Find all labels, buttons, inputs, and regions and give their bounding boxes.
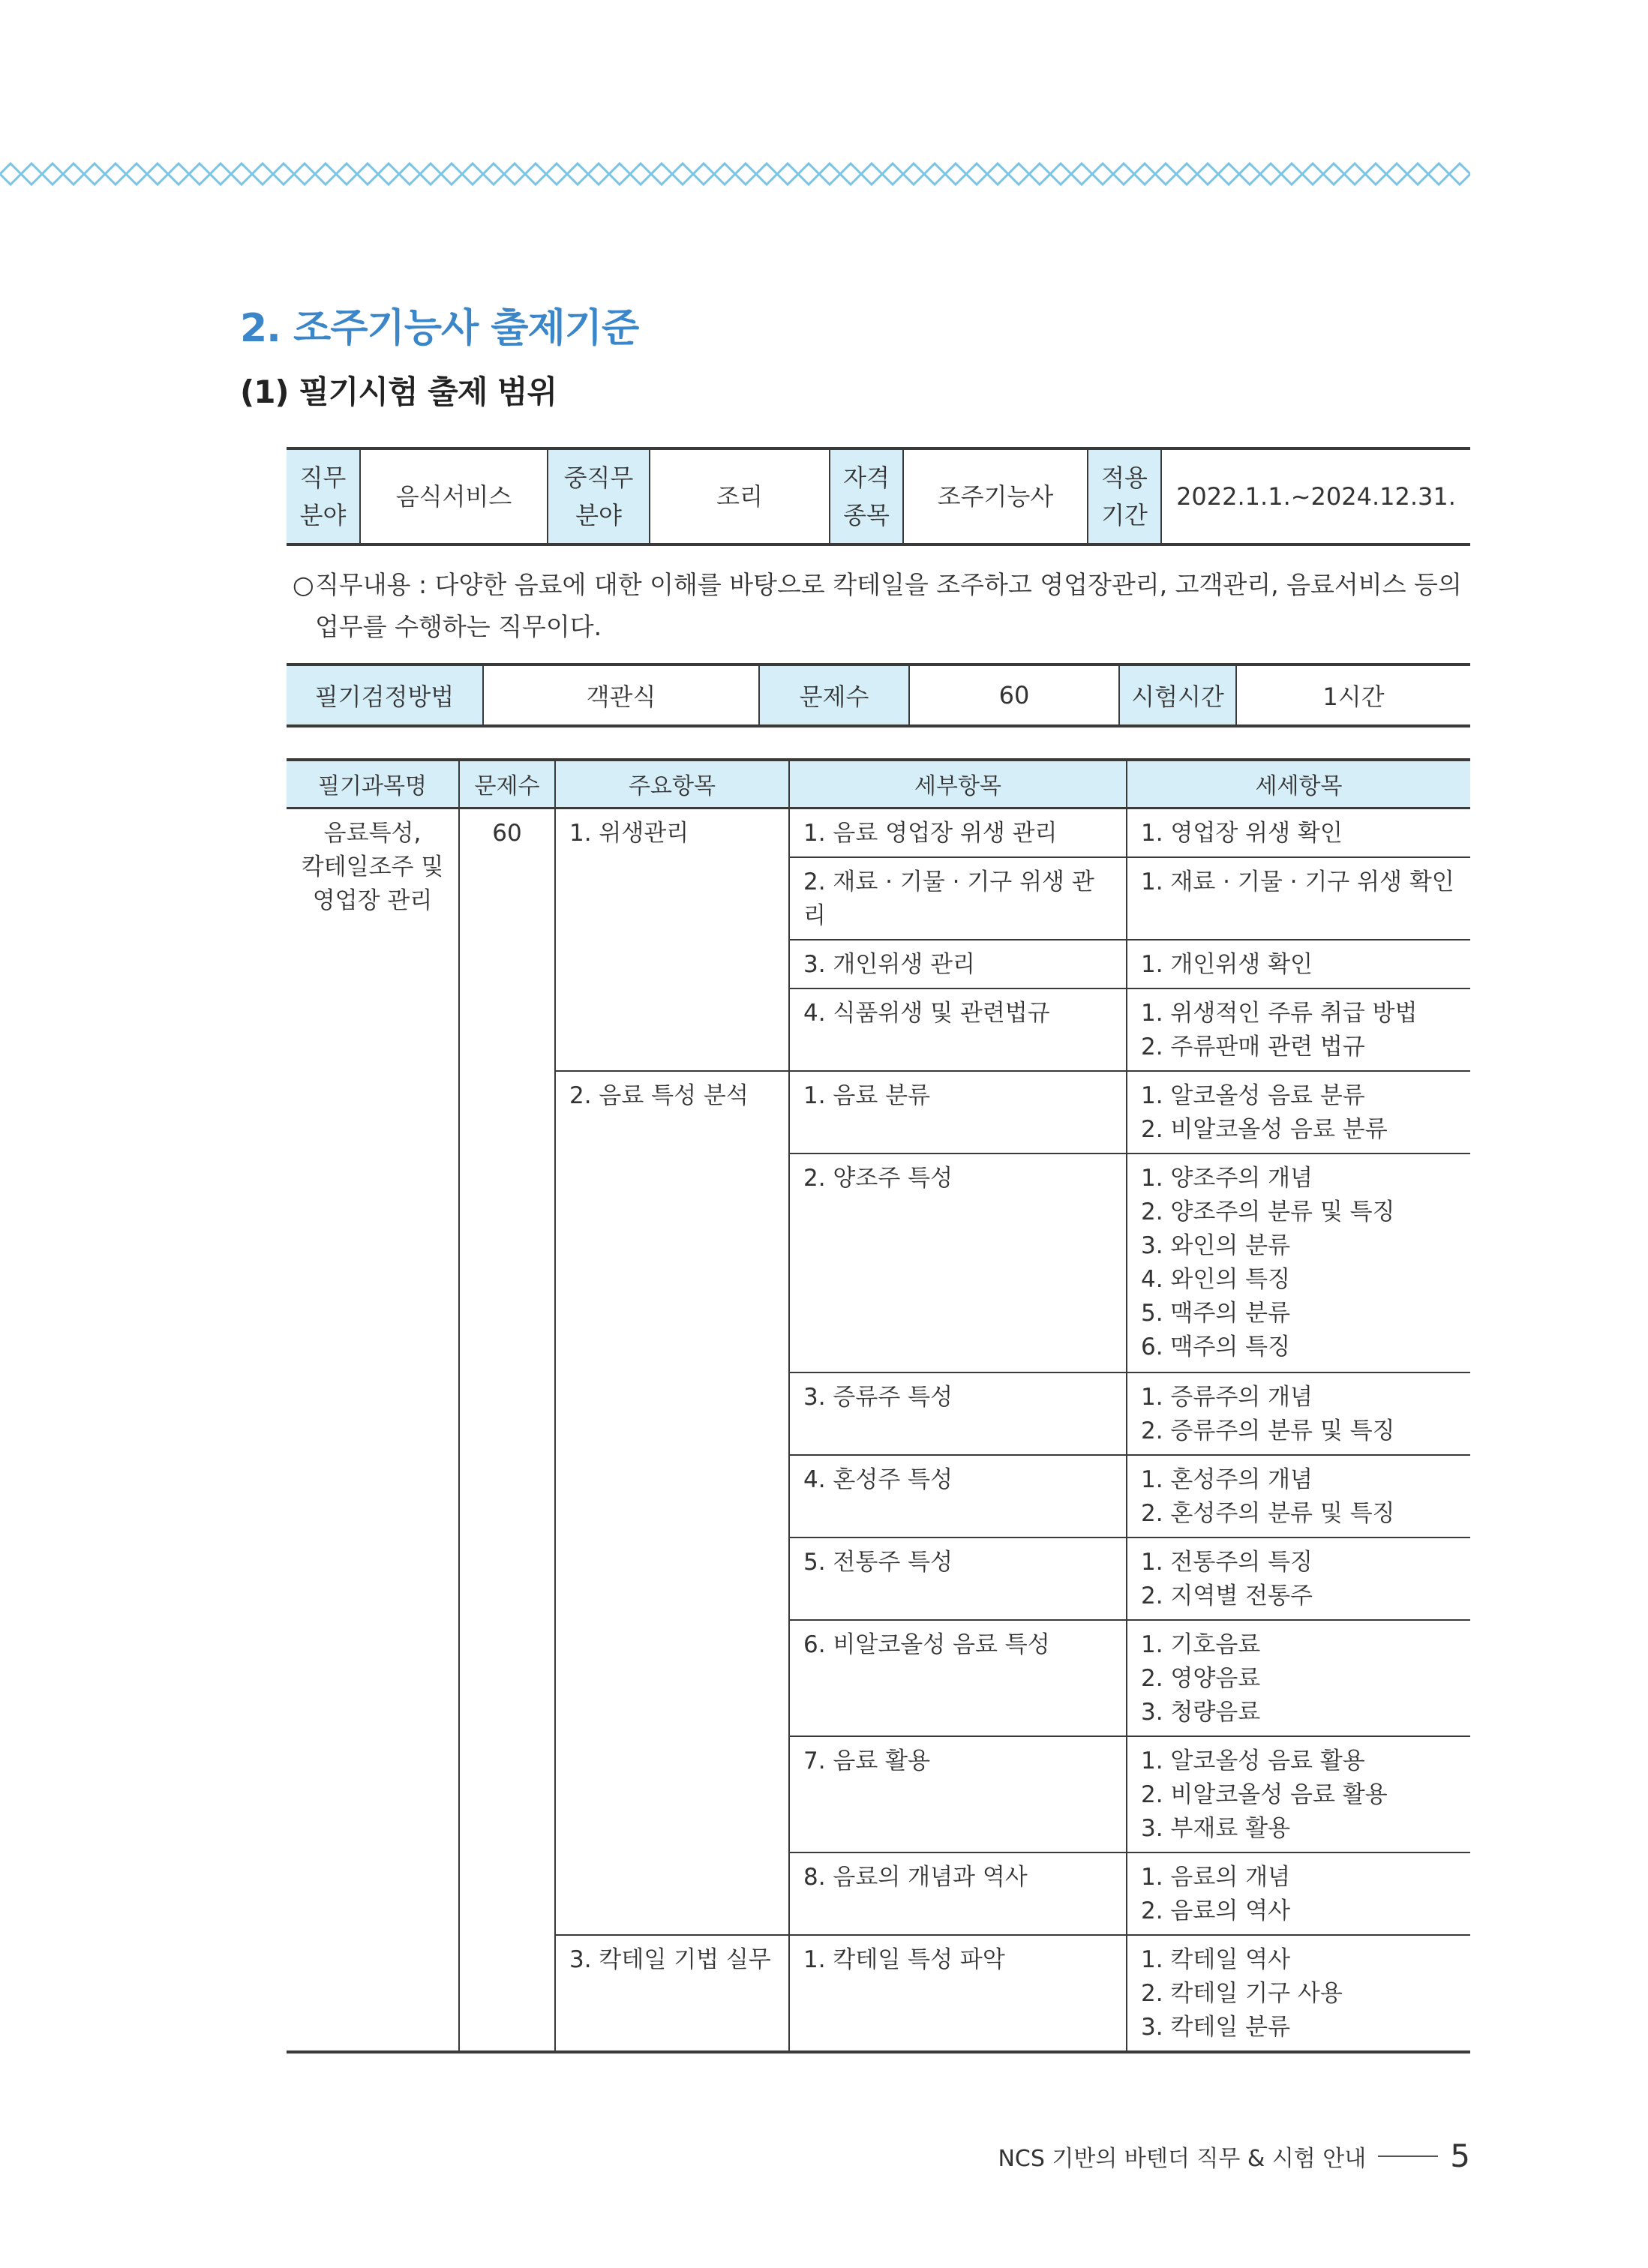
detail-item: 2. 지역별 전통주 xyxy=(1141,1582,1313,1610)
detail-item-cell xyxy=(1127,1372,1470,1455)
detail-item: 4. 와인의 특징 xyxy=(1141,1265,1291,1293)
header-sub-item: 세부항목 xyxy=(789,760,1127,808)
sub-item-cell: 3. 개인위생 관리 xyxy=(789,940,1127,988)
detail-item-cell xyxy=(1127,1620,1470,1736)
subsection-heading: (1) 필기시험 출제 범위 xyxy=(240,374,557,410)
detail-item-cell xyxy=(1127,1736,1470,1852)
detail-item-cell xyxy=(1127,1935,1470,2052)
detail-item: 1. 영업장 위생 확인 xyxy=(1141,819,1343,847)
info-table xyxy=(287,447,1470,546)
description-line-2: 업무를 수행하는 직무이다. xyxy=(315,612,602,641)
detail-item: 3. 칵테일 분류 xyxy=(1141,2013,1291,2041)
period-value: 2022.1.1.~2024.12.31. xyxy=(1176,482,1456,511)
sub-item-cell: 2. 재료 · 기물 · 기구 위생 관리 xyxy=(789,857,1127,940)
detail-item: 2. 증류주의 분류 및 특징 xyxy=(1141,1417,1395,1444)
detail-item-cell xyxy=(1127,857,1470,940)
detail-item: 1. 전통주의 특징 xyxy=(1141,1548,1313,1576)
detail-item: 2. 칵테일 기구 사용 xyxy=(1141,1979,1343,2007)
time-label: 시험시간 xyxy=(1119,664,1236,726)
page-footer xyxy=(998,2138,1470,2174)
sub-item-cell: 4. 식품위생 및 관련법규 xyxy=(789,988,1127,1071)
detail-item: 1. 칵테일 역사 xyxy=(1141,1946,1291,1973)
detail-item: 1. 기호음료 xyxy=(1141,1630,1261,1658)
detail-item-cell xyxy=(1127,1538,1470,1620)
sub-item-cell: 2. 양조주 특성 xyxy=(789,1154,1127,1372)
detail-item-cell xyxy=(1127,988,1470,1071)
main-item-cell: 2. 음료 특성 분석 xyxy=(555,1071,789,1935)
sub-item-cell: 7. 음료 활용 xyxy=(789,1736,1127,1852)
period-label: 적용 기간 xyxy=(1088,448,1161,544)
detail-item: 1. 알코올성 음료 분류 xyxy=(1141,1082,1365,1109)
detail-item: 1. 재료 · 기물 · 기구 위생 확인 xyxy=(1141,868,1454,896)
header-subject: 필기과목명 xyxy=(287,760,459,808)
job-description xyxy=(293,564,1478,648)
detail-item: 3. 와인의 분류 xyxy=(1141,1232,1291,1259)
decorative-diamond-border xyxy=(0,159,1470,189)
description-line-1: 직무내용 : 다양한 음료에 대한 이해를 바탕으로 칵테일을 조주하고 영업장관리, 고객관리, 음료서비스 등의 xyxy=(315,570,1462,599)
sub-item-cell: 1. 음료 분류 xyxy=(789,1071,1127,1154)
detail-item: 2. 양조주의 분류 및 특징 xyxy=(1141,1198,1395,1226)
method-table xyxy=(287,663,1470,728)
detail-item: 1. 위생적인 주류 취급 방법 xyxy=(1141,999,1418,1027)
detail-item: 1. 증류주의 개념 xyxy=(1141,1383,1313,1411)
detail-item: 1. 음료의 개념 xyxy=(1141,1863,1291,1891)
detail-item-cell xyxy=(1127,1154,1470,1372)
count-label: 문제수 xyxy=(759,664,909,726)
question-count-cell: 60 xyxy=(459,808,555,2052)
header-detail-item: 세세항목 xyxy=(1127,760,1470,808)
main-item-cell: 3. 칵테일 기법 실무 xyxy=(555,1935,789,2052)
detail-item: 3. 청량음료 xyxy=(1141,1698,1261,1726)
mid-field-value: 조리 xyxy=(650,448,830,544)
detail-item: 1. 알코올성 음료 활용 xyxy=(1141,1747,1365,1774)
detail-item: 5. 맥주의 분류 xyxy=(1141,1299,1291,1327)
detail-item: 2. 주류판매 관련 법규 xyxy=(1141,1033,1365,1060)
sub-item-cell: 1. 음료 영업장 위생 관리 xyxy=(789,808,1127,857)
mid-field-label: 중직무 분야 xyxy=(548,448,650,544)
detail-item: 2. 비알코올성 음료 분류 xyxy=(1141,1115,1388,1143)
section-heading: 2. 조주기능사 출제기준 xyxy=(240,306,639,351)
header-main-item: 주요항목 xyxy=(555,760,789,808)
cert-value: 조주기능사 xyxy=(903,448,1088,544)
header-count: 문제수 xyxy=(459,760,555,808)
count-value: 60 xyxy=(909,664,1119,726)
method-value: 객관식 xyxy=(483,664,759,726)
job-field-label: 직무 분야 xyxy=(287,448,360,544)
detail-item: 2. 음료의 역사 xyxy=(1141,1897,1291,1924)
footer-divider xyxy=(1378,2156,1438,2157)
method-label: 필기검정방법 xyxy=(287,664,483,726)
sub-item-cell: 5. 전통주 특성 xyxy=(789,1538,1127,1620)
exam-scope-table xyxy=(287,758,1470,2054)
detail-item-cell xyxy=(1127,1071,1470,1154)
detail-item: 1. 개인위생 확인 xyxy=(1141,950,1313,978)
sub-item-cell: 3. 증류주 특성 xyxy=(789,1372,1127,1455)
time-value: 1시간 xyxy=(1322,682,1385,711)
bullet-icon: ○ xyxy=(293,570,314,599)
sub-item-cell: 6. 비알코올성 음료 특성 xyxy=(789,1620,1127,1736)
detail-item: 2. 비알코올성 음료 활용 xyxy=(1141,1780,1388,1808)
detail-item: 2. 영양음료 xyxy=(1141,1664,1261,1692)
detail-item: 1. 혼성주의 개념 xyxy=(1141,1466,1313,1493)
cert-label: 자격 종목 xyxy=(830,448,903,544)
table-row xyxy=(287,808,1470,857)
sub-item-cell: 1. 칵테일 특성 파악 xyxy=(789,1935,1127,2052)
detail-item: 3. 부재료 활용 xyxy=(1141,1814,1291,1842)
detail-item-cell xyxy=(1127,940,1470,988)
sub-item-cell: 8. 음료의 개념과 역사 xyxy=(789,1852,1127,1935)
subject-cell: 음료특성, 칵테일조주 및 영업장 관리 xyxy=(287,808,459,2052)
main-item-cell: 1. 위생관리 xyxy=(555,808,789,1071)
detail-item-cell xyxy=(1127,1455,1470,1538)
page-number: 5 xyxy=(1450,2138,1470,2174)
detail-item: 6. 맥주의 특징 xyxy=(1141,1333,1291,1360)
detail-item: 2. 혼성주의 분류 및 특징 xyxy=(1141,1499,1395,1527)
job-field-value: 음식서비스 xyxy=(360,448,548,544)
detail-item: 1. 양조주의 개념 xyxy=(1141,1164,1313,1192)
sub-item-cell: 4. 혼성주 특성 xyxy=(789,1455,1127,1538)
detail-item-cell xyxy=(1127,1852,1470,1935)
detail-item-cell xyxy=(1127,808,1470,857)
footer-title: NCS 기반의 바텐더 직무 & 시험 안내 xyxy=(998,2145,1367,2172)
